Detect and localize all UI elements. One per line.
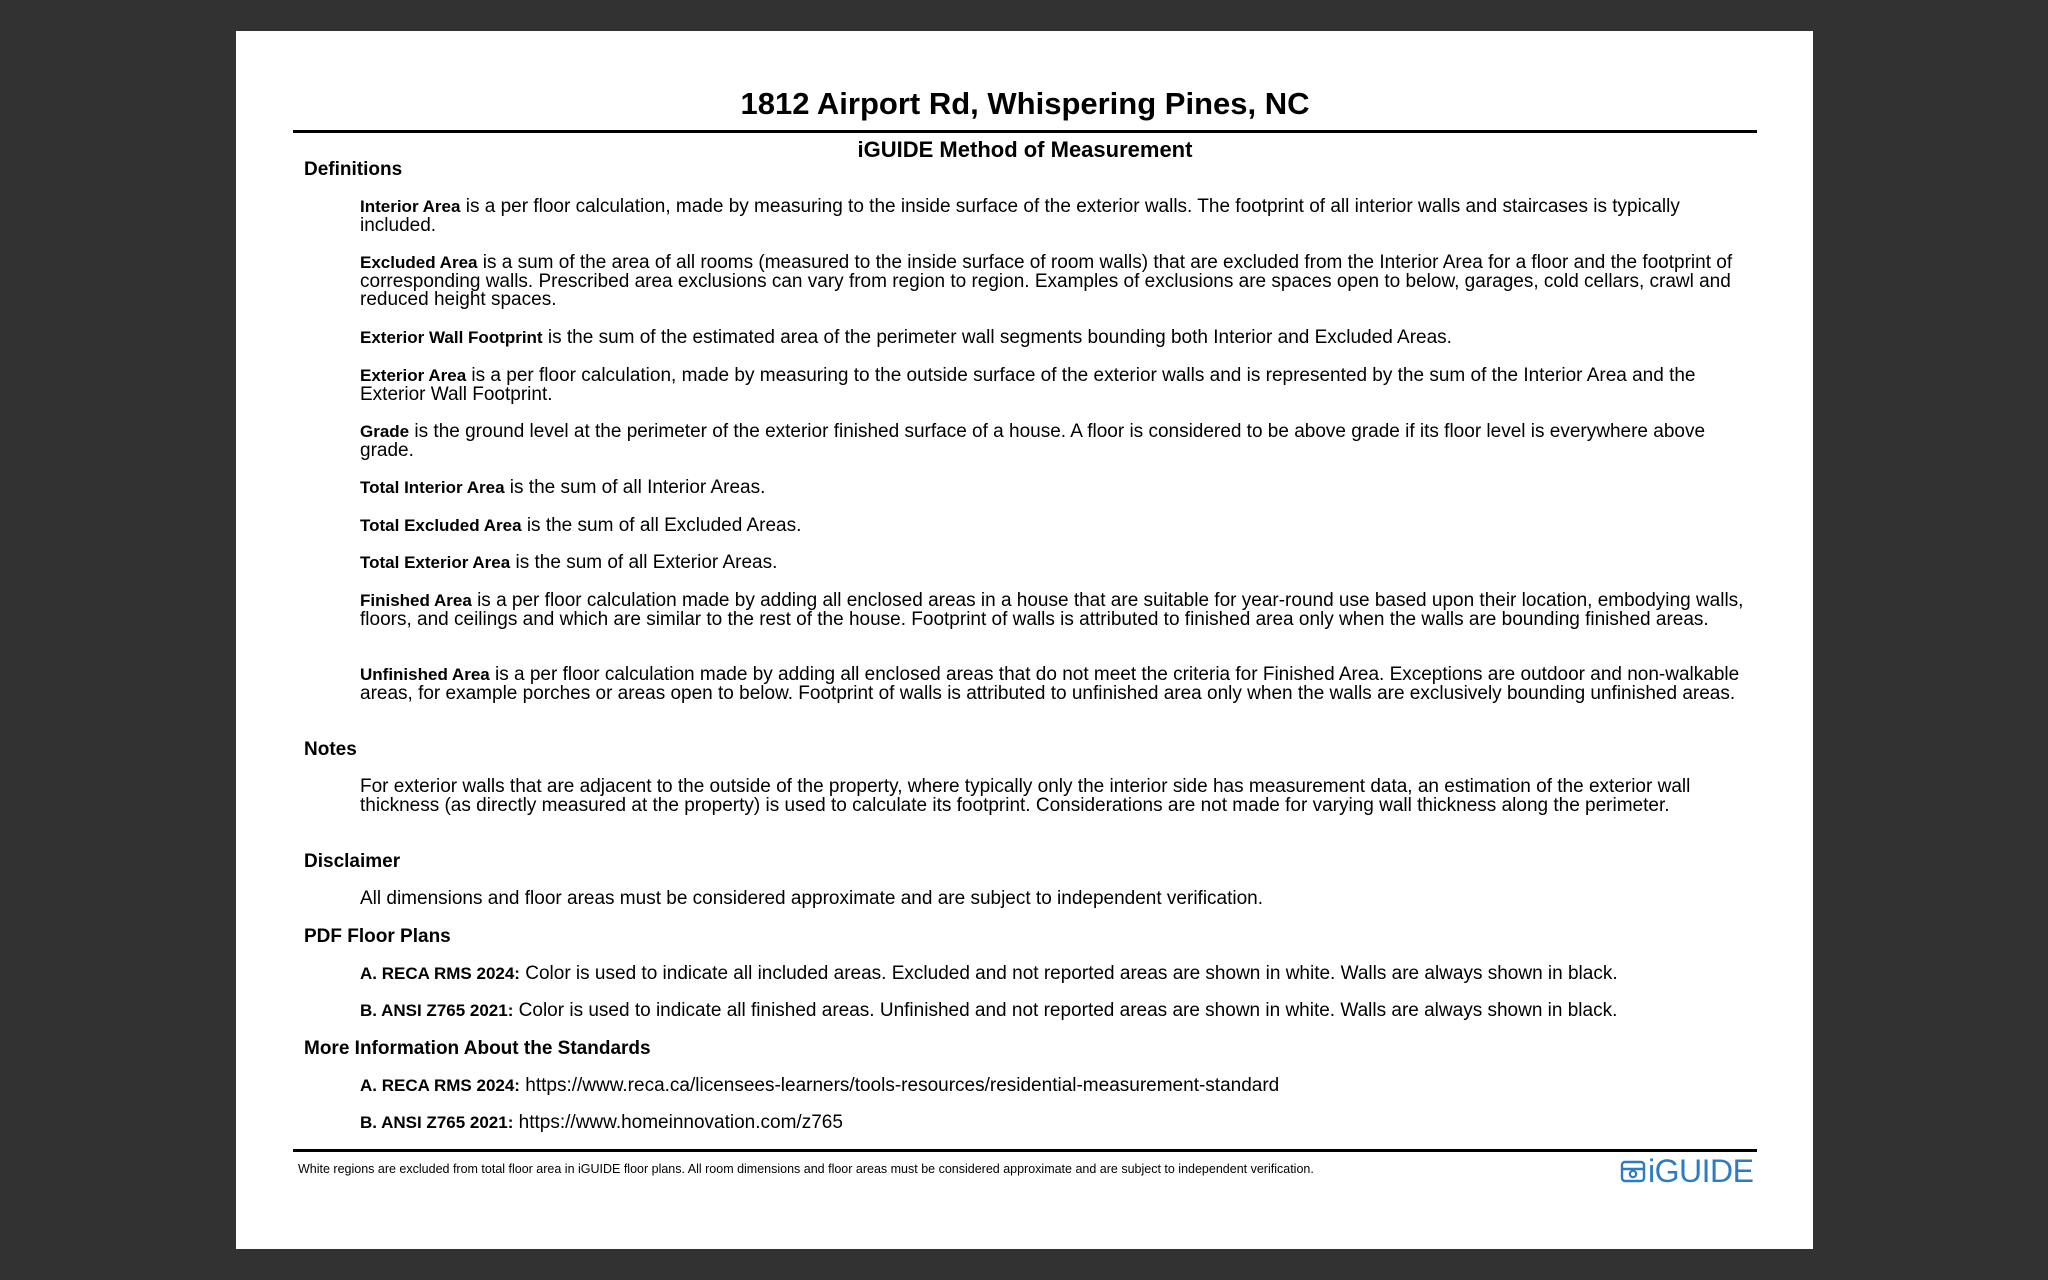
definition-unfinished-area bbox=[360, 666, 1752, 703]
title-divider bbox=[293, 130, 1757, 133]
definition-term: Total Exterior Area bbox=[360, 553, 511, 572]
page-subtitle: iGUIDE Method of Measurement bbox=[857, 137, 1193, 162]
definition-excluded-area bbox=[360, 254, 1752, 310]
footer-text: White regions are excluded from total floor area in iGUIDE floor plans. All room dimensions and floor areas must be considered approximate and are subject to independent verification. bbox=[298, 1162, 1314, 1176]
definition-term: Exterior Area bbox=[360, 366, 467, 385]
definition-text: is a per floor calculation, made by measuring to the inside surface of the exterior walls. The footprint of all interior walls and staircases is typically included. bbox=[360, 196, 1680, 236]
iguide-logo bbox=[1620, 1153, 1753, 1189]
definition-text: is the sum of the estimated area of the perimeter wall segments bounding both Interior and Excluded Areas. bbox=[542, 327, 1452, 348]
definition-text: is the sum of all Excluded Areas. bbox=[521, 515, 802, 536]
definition-exterior-area bbox=[360, 367, 1752, 404]
definition-text: is a per floor calculation made by adding all enclosed areas in a house that are suitable for year-round use based upon their location, embodying walls, floors, and ceilings and which are similar to the rest of the house. Footprint of walls is attributed to finished area only when the walls are bounding finished areas. bbox=[360, 590, 1744, 630]
pdf-floor-plan-item bbox=[360, 1002, 1752, 1021]
definition-term: Exterior Wall Footprint bbox=[360, 328, 543, 347]
standard-link[interactable]: https://www.homeinnovation.com/z765 bbox=[513, 1112, 843, 1133]
notes-text: For exterior walls that are adjacent to the outside of the property, where typically only the interior side has measurement data, an estimation of the exterior wall thickness (as directly measured at the property) is used to calculate its footprint. Considerations are not made for varying wall thickness along the perimeter. bbox=[360, 776, 1691, 816]
definition-term: Interior Area bbox=[360, 197, 461, 216]
definition-total-interior-area bbox=[360, 479, 1752, 498]
standard-link[interactable]: https://www.reca.ca/licensees-learners/tools-resources/residential-measurement-standard bbox=[519, 1075, 1280, 1096]
definition-interior-area bbox=[360, 198, 1752, 235]
more-info-item bbox=[360, 1077, 1752, 1096]
definition-term: Excluded Area bbox=[360, 253, 478, 272]
standard-description: Color is used to indicate all finished areas. Unfinished and not reported areas are shown in white. Walls are always shown in black. bbox=[513, 1000, 1618, 1021]
disclaimer-heading: Disclaimer bbox=[304, 851, 401, 872]
more-info-heading: More Information About the Standards bbox=[304, 1038, 651, 1059]
definition-text: is a per floor calculation, made by measuring to the outside surface of the exterior walls and is represented by the sum of the Interior Area and the Exterior Wall Footprint. bbox=[360, 365, 1696, 405]
definition-text: is the sum of all Interior Areas. bbox=[504, 477, 766, 498]
definition-text: is a per floor calculation made by adding all enclosed areas that do not meet the criteria for Finished Area. Exceptions are outdoor and non-walkable areas, for example porches or areas open to below. Footprint of walls is attributed to unfinished area only when the walls are exclusively bounding unfinished areas. bbox=[360, 664, 1740, 704]
standard-label: B. ANSI Z765 2021: bbox=[360, 1113, 514, 1132]
logo-text: iGUIDE bbox=[1648, 1152, 1754, 1189]
standard-description: Color is used to indicate all included areas. Excluded and not reported areas are shown in white. Walls are always shown in black. bbox=[519, 963, 1618, 984]
document-page bbox=[236, 31, 1813, 1249]
standard-label: A. RECA RMS 2024: bbox=[360, 964, 520, 983]
definitions-heading: Definitions bbox=[304, 159, 403, 180]
more-info-item bbox=[360, 1114, 1752, 1133]
footer-divider bbox=[293, 1149, 1757, 1152]
definition-exterior-wall-footprint bbox=[360, 329, 1752, 348]
definition-text: is a sum of the area of all rooms (measured to the inside surface of room walls) that are excluded from the Interior Area for a floor and the footprint of corresponding walls. Prescribed area exclusions can vary from region to region. Examples of exclusions are spaces open to below, garages, cold cellars, crawl and reduced height spaces. bbox=[360, 252, 1733, 311]
definition-term: Grade bbox=[360, 422, 410, 441]
definition-term: Total Interior Area bbox=[360, 478, 505, 497]
definition-term: Finished Area bbox=[360, 591, 472, 610]
definition-term: Total Excluded Area bbox=[360, 516, 522, 535]
definition-text: is the ground level at the perimeter of the exterior finished surface of a house. A floor is considered to be above grade if its floor level is everywhere above grade. bbox=[360, 421, 1706, 461]
disclaimer-text: All dimensions and floor areas must be considered approximate and are subject to independent verification. bbox=[360, 888, 1264, 909]
standard-label: B. ANSI Z765 2021: bbox=[360, 1001, 514, 1020]
definition-finished-area bbox=[360, 592, 1752, 629]
definition-grade bbox=[360, 423, 1752, 460]
notes-heading: Notes bbox=[304, 739, 357, 760]
definition-term: Unfinished Area bbox=[360, 665, 490, 684]
standard-label: A. RECA RMS 2024: bbox=[360, 1076, 520, 1095]
pdf-floor-plan-item bbox=[360, 965, 1752, 984]
pdf-floor-plans-heading: PDF Floor Plans bbox=[304, 926, 451, 947]
definition-total-excluded-area bbox=[360, 517, 1752, 536]
definition-total-exterior-area bbox=[360, 554, 1752, 573]
camera-icon bbox=[1620, 1158, 1646, 1184]
definition-text: is the sum of all Exterior Areas. bbox=[510, 552, 778, 573]
page-title: 1812 Airport Rd, Whispering Pines, NC bbox=[740, 86, 1310, 121]
